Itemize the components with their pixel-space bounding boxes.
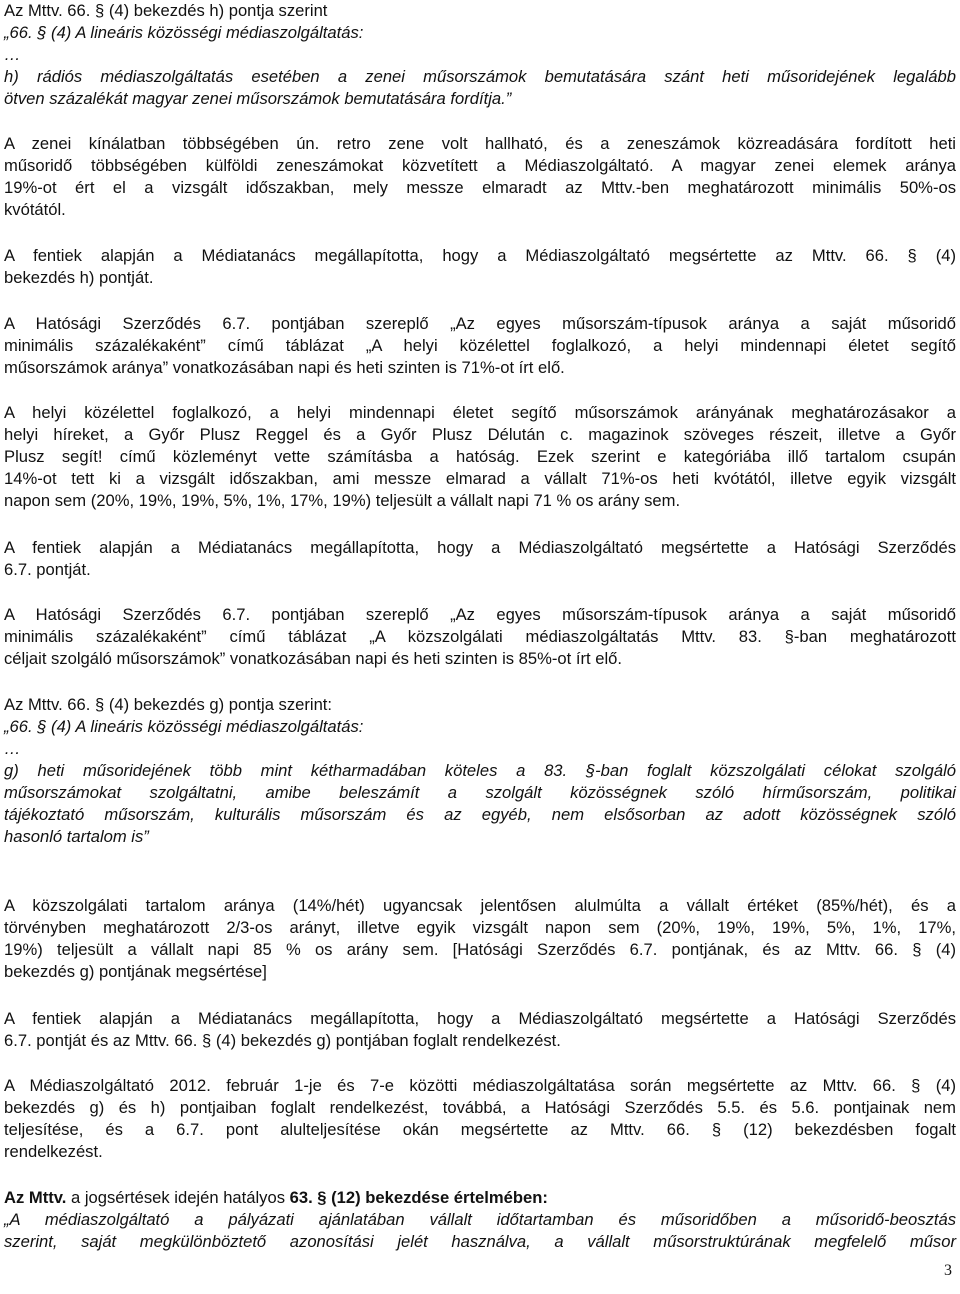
text-line: 19%) teljesült a vállalt napi 85 % os arány sem. [Hatósági Szerződés 6.7. pontjának, és az Mttv. 66. § (4): [4, 940, 956, 959]
text-line: „A médiaszolgáltató a pályázati ajánlatában vállalt időtartamban és műsoridőben a műsoridő-beosztás: [4, 1210, 956, 1229]
text-line: A fentiek alapján a Médiatanács megállapította, hogy a Médiaszolgáltató megsértette az Mttv. 66. § (4): [4, 246, 956, 265]
text-line: 19%-ot ért el a vizsgált időszakban, mely messze elmaradt az Mttv.-ben meghatározott minimális 50%-os: [4, 178, 956, 197]
text-line: bekezdés g) pontjának megsértése]: [4, 962, 267, 981]
text-line: …: [4, 45, 21, 64]
text-line: A fentiek alapján a Médiatanács megállapította, hogy a Médiaszolgáltató megsértette a Hatósági Szerződés: [4, 538, 956, 557]
text-line: szerint, saját megkülönböztető azonosítási jelét használva, a vállalt műsorstruktúrának megfelelő műsor: [4, 1232, 956, 1251]
text-line: A zenei kínálatban többségében ún. retro zene volt hallható, és a zeneszámok közreadására fordított heti: [4, 134, 956, 153]
text-line: 14%-ot tett ki a vizsgált időszakban, ami messze elmarad a vállalt 71%-os heti kvótától, illetve egyik vizsgált: [4, 469, 956, 488]
page-number: 3: [944, 1262, 952, 1279]
text-line: A Hatósági Szerződés 6.7. pontjában szereplő „Az egyes műsorszám-típusok aránya a saját műsoridő: [4, 605, 956, 624]
text-line: ötven százalékát magyar zenei műsorszámok bemutatására fordítja.”: [4, 89, 512, 108]
text-line: bekezdés h) pontját.: [4, 268, 154, 287]
text-line: napon sem (20%, 19%, 19%, 5%, 1%, 17%, 19%) teljesült a vállalt napi 71 % os arány sem.: [4, 491, 681, 510]
text-line: céljait szolgáló műsorszámok” vonatkozásában napi és heti szinten is 85%-ot írt elő.: [4, 649, 622, 668]
text-line: A fentiek alapján a Médiatanács megállapította, hogy a Médiaszolgáltató megsértette a Hatósági Szerződés: [4, 1009, 956, 1028]
text-line: helyi híreket, a Győr Plusz Reggel és a Győr Plusz Délután c. magazinok szöveges részeit, illetve a Győr: [4, 425, 956, 444]
text-line: műsorszámokat szolgáltatni, amibe beleszámít a szolgált közösségnek szóló hírműsorszám, politikai: [4, 783, 956, 802]
text-line: …: [4, 739, 21, 758]
text-line: műsorszámok aránya” vonatkozásában napi és heti szinten is 71%-ot írt elő.: [4, 358, 565, 377]
bold-run: 63. § (12) bekezdése értelmében:: [289, 1188, 548, 1207]
text-line: tájékoztató műsorszám, kulturális műsorszám és az egyéb, nem elsősorban az adott közösségnek szóló: [4, 805, 956, 824]
text-line: minimális százalékaként” című táblázat „A közszolgálati médiaszolgáltatás Mttv. 83. §-ban meghatározott: [4, 627, 956, 646]
text-line: g) heti műsoridejének több mint kétharmadában köteles a 83. §-ban foglalt közszolgálati célokat szolgáló: [4, 761, 956, 780]
text-line: minimális százalékaként” című táblázat „A helyi közélettel foglalkozó, a helyi mindennapi életet segítő: [4, 336, 956, 355]
text-line: A közszolgálati tartalom aránya (14%/hét) ugyancsak jelentősen alulmúlta a vállalt értéket (85%/hét), és a: [4, 896, 956, 915]
text-line: „66. § (4) A lineáris közösségi médiaszolgáltatás:: [4, 23, 364, 42]
text-line: A helyi közélettel foglalkozó, a helyi mindennapi életet segítő műsorszámok arányának meghatározásakor a: [4, 403, 956, 422]
text-line: műsoridő többségében külföldi zeneszámokat közvetített a Médiaszolgáltató. A magyar zenei elemek aránya: [4, 156, 956, 175]
text-line: hasonló tartalom is”: [4, 827, 149, 846]
text-line: 6.7. pontját.: [4, 560, 91, 579]
text-line: A Hatósági Szerződés 6.7. pontjában szereplő „Az egyes műsorszám-típusok aránya a saját műsoridő: [4, 314, 956, 333]
text-line: rendelkezést.: [4, 1142, 103, 1161]
text-line: Az Mttv. 66. § (4) bekezdés g) pontja szerint:: [4, 695, 333, 714]
text-line: 6.7. pontját és az Mttv. 66. § (4) bekezdés g) pontjában foglalt rendelkezést.: [4, 1031, 561, 1050]
text-line: A Médiaszolgáltató 2012. február 1-je és 7-e közötti médiaszolgáltatása során megsértette az Mttv. 66. § (4): [4, 1076, 956, 1095]
text-line: kvótától.: [4, 200, 66, 219]
text-line: Plusz segít! című közleményt vette számításba a hatóság. Ezek szerint e kategóriába illő tartalom csupán: [4, 447, 956, 466]
text-line: „66. § (4) A lineáris közösségi médiaszolgáltatás:: [4, 717, 364, 736]
text-line: teljesítése, és a 6.7. pont alulteljesítése okán megsértette az Mttv. 66. § (12) bekezdésben fogalt: [4, 1120, 956, 1139]
plain-run: a jogsértések idején hatályos: [66, 1188, 290, 1207]
text-line: Az Mttv. 66. § (4) bekezdés h) pontja szerint: [4, 1, 328, 20]
text-line: törvényben meghatározott 2/3-os arányt, illetve egyik vizsgált napon sem (20%, 19%, 19%, 5%, 1%, 17%,: [4, 918, 956, 937]
bold-run: Az Mttv.: [4, 1188, 67, 1207]
text-line: [4, 1187, 956, 1209]
text-line: h) rádiós médiaszolgáltatás esetében a zenei műsorszámok bemutatására szánt heti műsoridejének legalább: [4, 67, 956, 86]
text-line: bekezdés g) és h) pontjaiban foglalt rendelkezést, továbbá, a Hatósági Szerződés 5.5. és 5.6. pontjainak nem: [4, 1098, 956, 1117]
